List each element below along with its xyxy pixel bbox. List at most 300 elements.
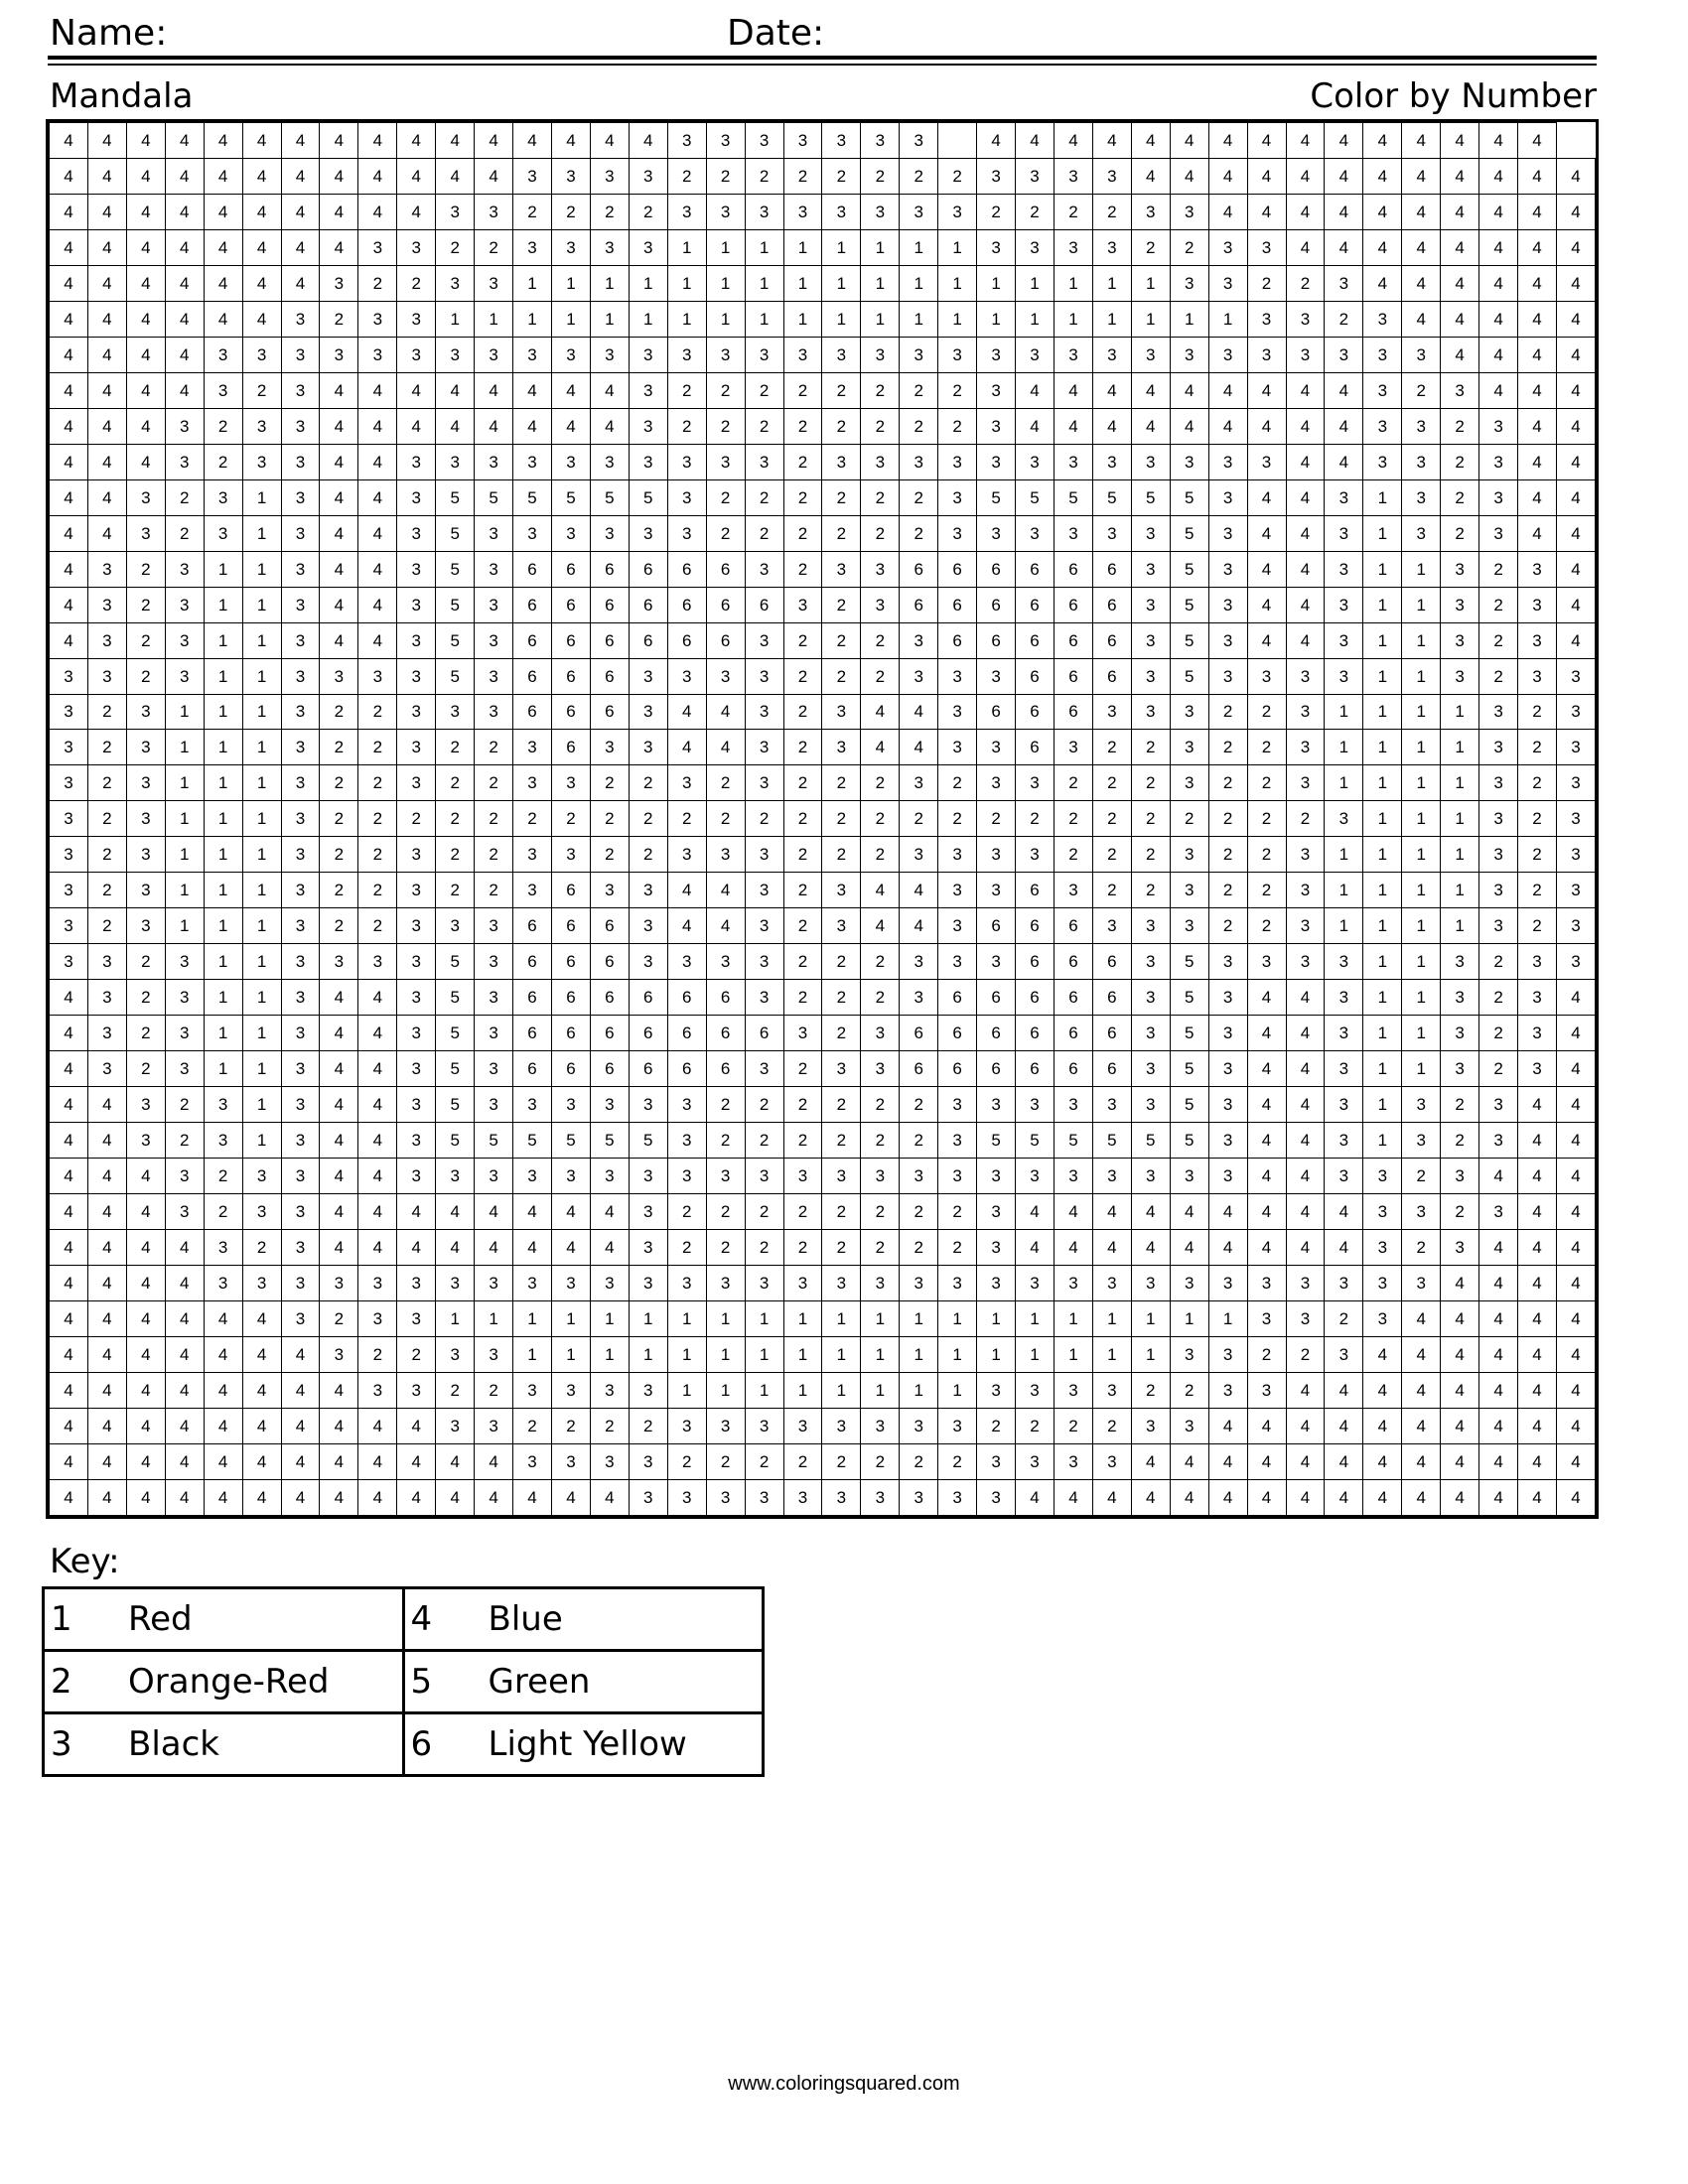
grid-cell: 4 <box>320 1123 358 1159</box>
grid-cell: 4 <box>475 123 513 159</box>
grid-cell: 3 <box>745 444 783 479</box>
grid-cell: 4 <box>1479 229 1518 265</box>
grid-cell: 3 <box>629 1372 667 1408</box>
grid-cell: 3 <box>822 337 861 372</box>
grid-cell: 6 <box>590 944 629 980</box>
grid-cell: 3 <box>1325 1016 1363 1051</box>
grid-cell: 3 <box>590 1372 629 1408</box>
grid-cell: 1 <box>1402 694 1441 730</box>
grid-cell: 4 <box>358 1230 397 1266</box>
grid-cell: 4 <box>281 194 320 229</box>
grid-cell: 6 <box>513 1051 552 1087</box>
grid-cell: 2 <box>783 479 822 515</box>
grid-cell: 2 <box>436 730 475 765</box>
grid-cell: 2 <box>1441 515 1479 551</box>
grid-cell: 4 <box>397 1194 436 1230</box>
grid-cell: 4 <box>1208 372 1247 408</box>
grid-cell: 3 <box>1208 1016 1247 1051</box>
key-number: 5 <box>410 1662 433 1702</box>
grid-cell: 3 <box>1247 301 1286 337</box>
grid-cell: 5 <box>436 944 475 980</box>
grid-cell: 2 <box>745 1087 783 1123</box>
grid-cell: 1 <box>706 1372 745 1408</box>
grid-cell: 3 <box>783 1408 822 1443</box>
grid-cell: 2 <box>1325 1300 1363 1336</box>
grid-cell: 4 <box>1479 194 1518 229</box>
grid-cell: 5 <box>1092 479 1131 515</box>
grid-cell: 3 <box>861 337 900 372</box>
grid-cell: 6 <box>1054 908 1092 944</box>
grid-cell: 3 <box>1131 1087 1170 1123</box>
grid-cell: 2 <box>320 908 358 944</box>
grid-cell: 3 <box>513 337 552 372</box>
grid-cell: 3 <box>281 515 320 551</box>
grid-cell: 3 <box>397 944 436 980</box>
grid-cell: 4 <box>320 622 358 658</box>
grid-cell: 3 <box>1518 587 1557 622</box>
grid-cell: 2 <box>475 730 513 765</box>
grid-cell: 4 <box>1016 123 1055 159</box>
grid-cell: 3 <box>1054 158 1092 194</box>
grid-cell: 3 <box>938 1266 977 1301</box>
grid-cell: 3 <box>1518 944 1557 980</box>
grid-cell: 1 <box>204 837 242 873</box>
grid-cell: 1 <box>977 265 1016 301</box>
grid-cell: 3 <box>822 551 861 587</box>
grid-cell: 4 <box>50 1123 88 1159</box>
grid-cell: 4 <box>50 1266 88 1301</box>
grid-cell: 3 <box>50 694 88 730</box>
grid-cell: 4 <box>1016 408 1055 444</box>
grid-cell: 2 <box>320 873 358 908</box>
grid-cell: 3 <box>358 944 397 980</box>
grid-cell: 2 <box>1441 1194 1479 1230</box>
grid-cell: 4 <box>320 1372 358 1408</box>
grid-cell: 1 <box>1054 1336 1092 1372</box>
grid-cell: 2 <box>783 694 822 730</box>
grid-cell: 4 <box>1363 265 1402 301</box>
grid-cell: 4 <box>1556 1479 1595 1515</box>
grid-cell: 2 <box>1402 1230 1441 1266</box>
grid-cell: 1 <box>783 1336 822 1372</box>
grid-cell: 1 <box>1325 837 1363 873</box>
grid-cell: 3 <box>551 515 590 551</box>
grid-cell: 6 <box>1016 694 1055 730</box>
grid-cell: 2 <box>706 765 745 801</box>
grid-cell: 4 <box>165 372 204 408</box>
grid-cell: 2 <box>87 730 126 765</box>
grid-cell: 6 <box>900 1051 938 1087</box>
grid-cell: 3 <box>977 1443 1016 1479</box>
grid-cell: 3 <box>1286 837 1325 873</box>
grid-cell: 3 <box>629 1479 667 1515</box>
grid-cell: 3 <box>475 1016 513 1051</box>
grid-cell: 3 <box>50 873 88 908</box>
worksheet-title: Mandala <box>50 76 194 116</box>
grid-cell: 3 <box>1556 658 1595 694</box>
grid-cell: 3 <box>50 837 88 873</box>
grid-cell: 2 <box>1286 801 1325 837</box>
grid-cell: 5 <box>1170 1087 1208 1123</box>
grid-cell: 3 <box>1363 1266 1402 1301</box>
grid-cell: 2 <box>590 194 629 229</box>
grid-cell: 4 <box>1556 444 1595 479</box>
grid-cell: 2 <box>320 694 358 730</box>
grid-cell: 3 <box>126 694 165 730</box>
grid-cell: 4 <box>87 158 126 194</box>
grid-cell: 4 <box>242 1300 281 1336</box>
grid-cell: 3 <box>1208 587 1247 622</box>
grid-cell: 4 <box>1131 1479 1170 1515</box>
grid-cell: 2 <box>822 587 861 622</box>
grid-cell: 1 <box>1016 1300 1055 1336</box>
grid-cell: 2 <box>1325 301 1363 337</box>
grid-cell: 3 <box>204 1087 242 1123</box>
grid-cell: 4 <box>1556 1194 1595 1230</box>
grid-cell: 4 <box>1247 551 1286 587</box>
grid-cell: 1 <box>1016 265 1055 301</box>
grid-cell: 5 <box>436 479 475 515</box>
grid-cell: 4 <box>204 158 242 194</box>
grid-cell: 2 <box>1247 873 1286 908</box>
grid-cell: 4 <box>281 1372 320 1408</box>
grid-cell: 1 <box>204 908 242 944</box>
worksheet-subtitle: Color by Number <box>1310 76 1597 116</box>
grid-cell: 6 <box>706 980 745 1016</box>
grid-cell: 4 <box>1054 1194 1092 1230</box>
grid-cell: 3 <box>1325 1087 1363 1123</box>
grid-cell: 1 <box>1363 587 1402 622</box>
grid-cell: 3 <box>745 658 783 694</box>
grid-cell: 2 <box>977 801 1016 837</box>
grid-cell: 1 <box>1441 765 1479 801</box>
grid-cell: 4 <box>1518 372 1557 408</box>
grid-cell: 3 <box>1479 1194 1518 1230</box>
grid-cell: 3 <box>706 444 745 479</box>
grid-cell: 4 <box>1016 1230 1055 1266</box>
grid-cell: 6 <box>1054 1051 1092 1087</box>
grid-cell: 2 <box>900 1443 938 1479</box>
grid-cell: 4 <box>204 265 242 301</box>
grid-row <box>50 1443 1596 1479</box>
grid-cell: 3 <box>1054 1443 1092 1479</box>
grid-cell: 2 <box>900 479 938 515</box>
grid-cell: 3 <box>822 1479 861 1515</box>
grid-cell: 6 <box>1092 1016 1131 1051</box>
grid-cell: 3 <box>436 1266 475 1301</box>
grid-cell: 3 <box>629 408 667 444</box>
grid-cell: 2 <box>822 837 861 873</box>
grid-cell: 6 <box>590 908 629 944</box>
grid-cell: 3 <box>126 765 165 801</box>
grid-cell: 4 <box>1402 1300 1441 1336</box>
grid-cell: 2 <box>783 658 822 694</box>
grid-cell: 2 <box>822 1230 861 1266</box>
grid-cell: 4 <box>590 408 629 444</box>
grid-cell: 4 <box>1247 1159 1286 1194</box>
grid-cell: 1 <box>783 229 822 265</box>
grid-cell: 4 <box>1479 265 1518 301</box>
grid-cell: 6 <box>977 622 1016 658</box>
grid-cell: 1 <box>1363 515 1402 551</box>
grid-cell: 3 <box>1170 1159 1208 1194</box>
grid-cell: 4 <box>1441 1266 1479 1301</box>
grid-cell: 6 <box>977 980 1016 1016</box>
grid-cell: 2 <box>706 479 745 515</box>
grid-cell: 4 <box>900 730 938 765</box>
grid-cell: 3 <box>861 587 900 622</box>
grid-cell: 6 <box>513 587 552 622</box>
grid-cell: 1 <box>667 265 706 301</box>
grid-cell: 1 <box>242 587 281 622</box>
grid-cell: 3 <box>938 1408 977 1443</box>
grid-cell: 3 <box>1131 1408 1170 1443</box>
grid-row <box>50 1266 1596 1301</box>
grid-cell: 3 <box>629 658 667 694</box>
key-number: 2 <box>51 1662 72 1702</box>
grid-cell: 1 <box>242 1016 281 1051</box>
grid-cell: 3 <box>1170 1336 1208 1372</box>
grid-cell: 4 <box>397 123 436 159</box>
grid-cell: 3 <box>1518 658 1557 694</box>
grid-cell: 3 <box>783 1016 822 1051</box>
grid-cell: 3 <box>938 837 977 873</box>
grid-cell: 2 <box>320 765 358 801</box>
grid-cell: 4 <box>1479 337 1518 372</box>
key-label: Key: <box>50 1542 120 1581</box>
grid-cell: 4 <box>1556 1123 1595 1159</box>
grid-cell: 3 <box>1286 337 1325 372</box>
grid-cell: 3 <box>281 301 320 337</box>
grid-cell: 3 <box>204 515 242 551</box>
grid-cell: 3 <box>977 1159 1016 1194</box>
grid-cell: 6 <box>706 587 745 622</box>
grid-cell: 4 <box>358 1443 397 1479</box>
grid-cell: 4 <box>358 1159 397 1194</box>
grid-cell: 3 <box>1325 980 1363 1016</box>
grid-cell: 4 <box>1518 1336 1557 1372</box>
grid-cell: 1 <box>977 1300 1016 1336</box>
grid-cell: 3 <box>745 730 783 765</box>
key-color: Light Yellow <box>488 1724 687 1764</box>
grid-cell: 4 <box>50 622 88 658</box>
grid-cell: 4 <box>1247 515 1286 551</box>
footer-url: www.coloringsquared.com <box>728 2073 960 2095</box>
grid-cell: 3 <box>1208 1051 1247 1087</box>
grid-cell: 1 <box>242 551 281 587</box>
grid-cell: 3 <box>1016 1372 1055 1408</box>
grid-cell: 2 <box>938 765 977 801</box>
grid-cell: 1 <box>1325 730 1363 765</box>
grid-cell: 4 <box>1325 372 1363 408</box>
grid-cell: 4 <box>861 730 900 765</box>
grid-cell: 3 <box>281 337 320 372</box>
grid-cell: 6 <box>551 1016 590 1051</box>
grid-cell: 4 <box>1247 587 1286 622</box>
grid-cell: 3 <box>977 408 1016 444</box>
grid-cell: 1 <box>1402 587 1441 622</box>
grid-cell: 4 <box>475 372 513 408</box>
grid-cell: 4 <box>1131 1443 1170 1479</box>
grid-cell: 4 <box>1479 1479 1518 1515</box>
grid-cell: 3 <box>667 765 706 801</box>
grid-cell: 4 <box>1286 123 1325 159</box>
grid-cell: 3 <box>1363 1159 1402 1194</box>
grid-cell: 3 <box>475 515 513 551</box>
grid-cell: 2 <box>436 801 475 837</box>
grid-cell: 1 <box>629 301 667 337</box>
key-color: Red <box>128 1599 193 1639</box>
grid-cell: 2 <box>783 944 822 980</box>
grid-cell: 4 <box>320 194 358 229</box>
grid-cell: 4 <box>204 1479 242 1515</box>
grid-cell: 1 <box>822 265 861 301</box>
color-key-table <box>42 1586 765 1777</box>
grid-cell: 3 <box>745 337 783 372</box>
grid-cell: 1 <box>165 730 204 765</box>
grid-cell: 3 <box>475 1266 513 1301</box>
grid-cell: 3 <box>358 229 397 265</box>
grid-cell: 4 <box>1131 1230 1170 1266</box>
grid-cell: 4 <box>358 1087 397 1123</box>
grid-cell: 2 <box>861 1230 900 1266</box>
grid-cell: 3 <box>938 1479 977 1515</box>
grid-cell: 3 <box>977 158 1016 194</box>
grid-cell: 3 <box>126 908 165 944</box>
grid-cell: 2 <box>1479 980 1518 1016</box>
grid-cell: 2 <box>938 1194 977 1230</box>
grid-cell: 3 <box>204 337 242 372</box>
grid-cell: 3 <box>397 515 436 551</box>
grid-cell: 2 <box>1208 730 1247 765</box>
grid-cell: 4 <box>1441 1300 1479 1336</box>
grid-cell: 2 <box>87 765 126 801</box>
grid-cell: 3 <box>1363 1194 1402 1230</box>
grid-cell: 4 <box>1286 1159 1325 1194</box>
grid-cell: 4 <box>1363 1372 1402 1408</box>
grid-cell: 4 <box>1286 1230 1325 1266</box>
grid-cell: 3 <box>1170 765 1208 801</box>
grid-cell: 5 <box>1170 622 1208 658</box>
grid-cell: 3 <box>320 1336 358 1372</box>
grid-cell: 3 <box>397 658 436 694</box>
grid-cell: 3 <box>938 444 977 479</box>
grid-cell: 4 <box>1518 1087 1557 1123</box>
grid-cell: 4 <box>50 1336 88 1372</box>
grid-row <box>50 229 1596 265</box>
grid-cell: 4 <box>1518 1159 1557 1194</box>
grid-cell: 2 <box>358 265 397 301</box>
grid-cell: 4 <box>667 908 706 944</box>
grid-cell: 2 <box>1016 1408 1055 1443</box>
grid-cell: 4 <box>1170 123 1208 159</box>
grid-cell: 2 <box>861 980 900 1016</box>
grid-cell: 4 <box>242 1443 281 1479</box>
grid-cell: 3 <box>1131 337 1170 372</box>
grid-cell: 3 <box>126 837 165 873</box>
grid-cell: 3 <box>1441 587 1479 622</box>
grid-cell: 3 <box>900 444 938 479</box>
grid-cell: 3 <box>436 194 475 229</box>
grid-cell: 2 <box>822 372 861 408</box>
grid-cell: 3 <box>551 765 590 801</box>
grid-cell: 4 <box>281 1443 320 1479</box>
grid-cell: 4 <box>1556 1408 1595 1443</box>
grid-cell: 3 <box>1247 658 1286 694</box>
grid-cell: 2 <box>822 1087 861 1123</box>
grid-cell: 1 <box>938 1372 977 1408</box>
grid-cell: 3 <box>1325 658 1363 694</box>
grid-cell: 2 <box>745 479 783 515</box>
grid-cell: 4 <box>1441 301 1479 337</box>
grid-cell: 3 <box>1402 515 1441 551</box>
grid-cell: 2 <box>1054 194 1092 229</box>
grid-cell: 1 <box>900 265 938 301</box>
grid-row <box>50 1479 1596 1515</box>
grid-cell: 4 <box>126 1230 165 1266</box>
grid-cell: 4 <box>1247 1443 1286 1479</box>
grid-cell: 2 <box>87 694 126 730</box>
grid-cell: 4 <box>1402 158 1441 194</box>
grid-cell: 3 <box>590 229 629 265</box>
grid-cell: 3 <box>1479 801 1518 837</box>
grid-cell: 3 <box>242 337 281 372</box>
grid-cell: 2 <box>861 1087 900 1123</box>
grid-cell: 4 <box>1518 265 1557 301</box>
grid-cell: 6 <box>551 908 590 944</box>
grid-cell: 3 <box>1054 1159 1092 1194</box>
grid-cell: 4 <box>320 1159 358 1194</box>
grid-cell: 4 <box>551 1479 590 1515</box>
grid-cell: 4 <box>50 479 88 515</box>
grid-cell: 3 <box>397 1016 436 1051</box>
grid-cell: 4 <box>1247 1016 1286 1051</box>
grid-cell: 6 <box>1092 658 1131 694</box>
grid-cell: 2 <box>706 1087 745 1123</box>
grid-cell: 3 <box>204 479 242 515</box>
grid-cell: 1 <box>667 229 706 265</box>
grid-cell: 3 <box>1131 622 1170 658</box>
grid-cell: 3 <box>281 1123 320 1159</box>
grid-cell: 6 <box>1054 980 1092 1016</box>
grid-cell: 4 <box>1556 372 1595 408</box>
grid-cell: 1 <box>706 265 745 301</box>
grid-cell: 1 <box>629 1300 667 1336</box>
grid-cell: 4 <box>977 123 1016 159</box>
grid-cell: 3 <box>281 801 320 837</box>
grid-cell: 6 <box>551 944 590 980</box>
grid-cell: 3 <box>745 551 783 587</box>
grid-cell: 4 <box>475 1194 513 1230</box>
grid-cell: 2 <box>1247 730 1286 765</box>
grid-cell: 3 <box>87 1016 126 1051</box>
grid-cell: 4 <box>320 479 358 515</box>
grid-cell: 1 <box>204 801 242 837</box>
grid-cell: 4 <box>1441 1443 1479 1479</box>
grid-cell: 1 <box>590 301 629 337</box>
grid-cell: 3 <box>50 944 88 980</box>
grid-cell: 3 <box>861 1479 900 1515</box>
grid-cell: 3 <box>1131 1266 1170 1301</box>
grid-cell: 4 <box>87 123 126 159</box>
grid-cell: 4 <box>126 408 165 444</box>
grid-cell: 4 <box>1247 980 1286 1016</box>
grid-cell: 6 <box>629 1016 667 1051</box>
grid-cell: 1 <box>242 801 281 837</box>
grid-cell: 3 <box>822 194 861 229</box>
grid-cell: 4 <box>1518 1372 1557 1408</box>
grid-cell: 3 <box>977 1230 1016 1266</box>
